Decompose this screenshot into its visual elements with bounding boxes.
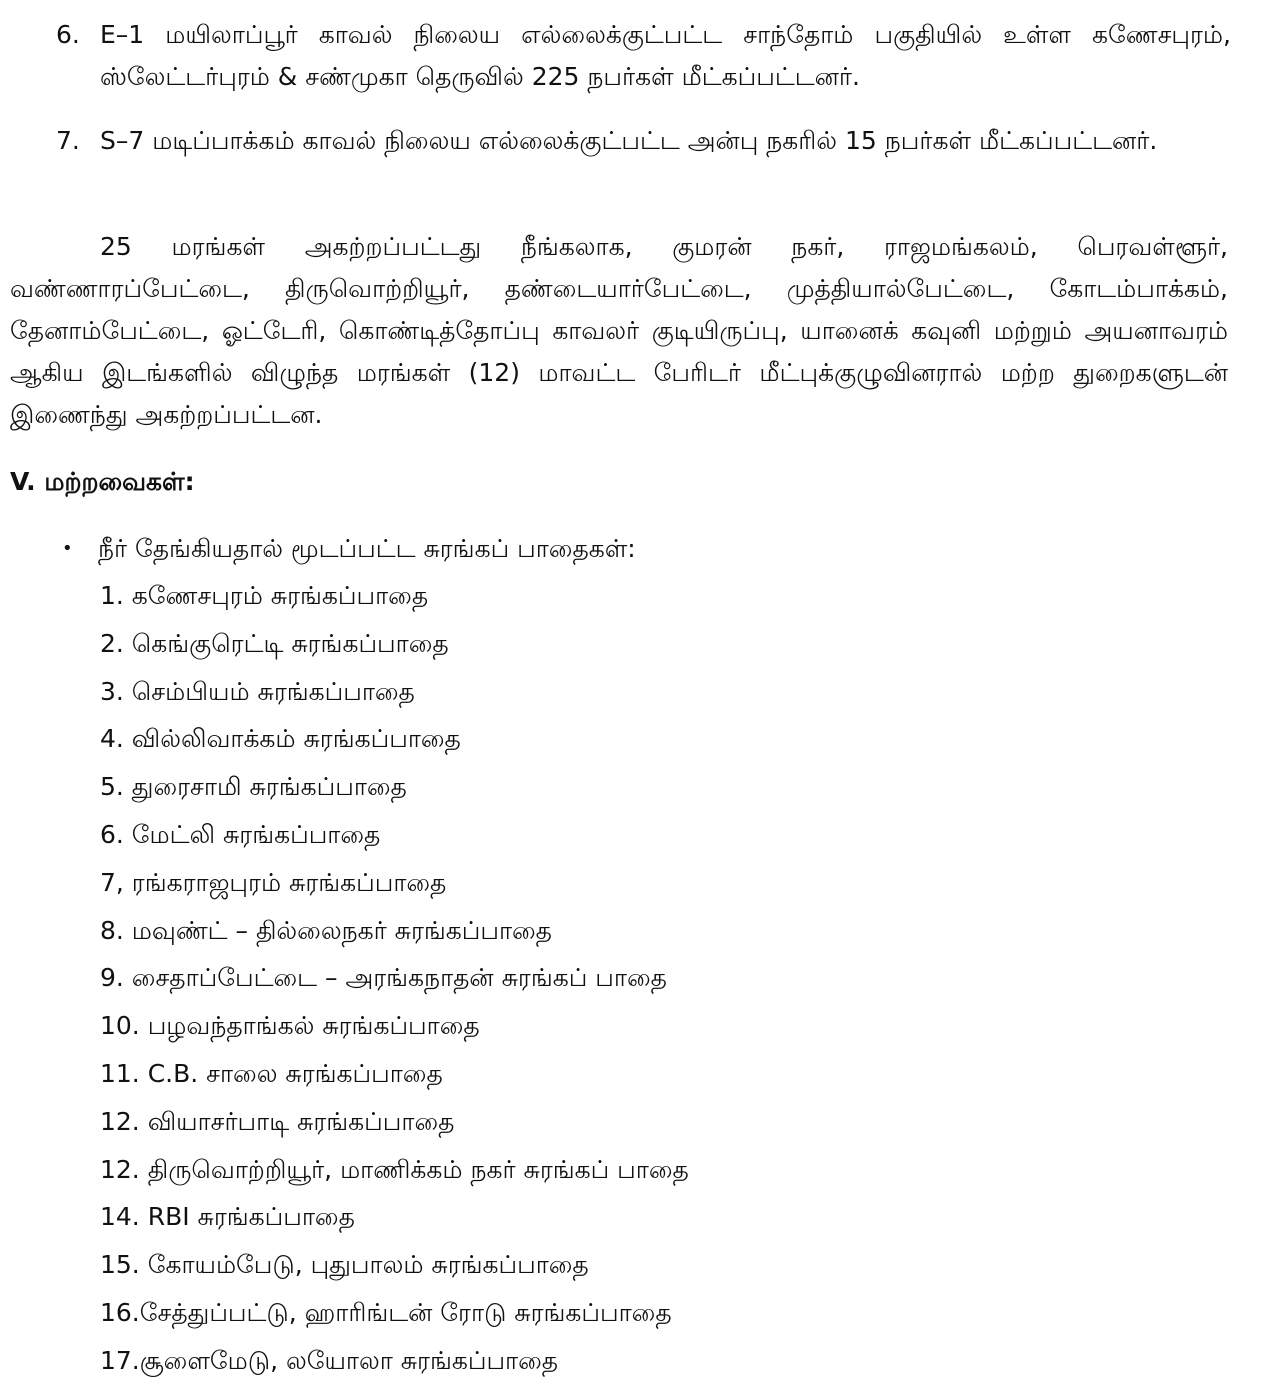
- item-text: E–1 மயிலாப்பூர் காவல் நிலைய எல்லைக்குட்பட்ட சாந்தோம் பகுதியில் உள்ள கணேசபுரம், ஸ்லேட்டர்புரம் & சண்முகா தெருவில் 225 நபர்கள் மீட்கப்பட்டனர்.: [100, 20, 1231, 91]
- rescue-item-6: [56, 14, 1231, 98]
- list-item: 10. பழவந்தாங்கல் சுரங்கப்பாதை: [100, 1011, 480, 1041]
- section-heading: V. மற்றவைகள்:: [10, 467, 195, 496]
- list-item: 15. கோயம்பேடு, புதுபாலம் சுரங்கப்பாதை: [100, 1250, 589, 1280]
- rescue-item-7: [56, 120, 1231, 162]
- list-item: 4. வில்லிவாக்கம் சுரங்கப்பாதை: [100, 724, 461, 754]
- list-item: 17.சூளைமேடு, லயோலா சுரங்கப்பாதை: [100, 1345, 559, 1375]
- bullet-icon: •: [62, 538, 73, 559]
- list-item: 14. RBI சுரங்கப்பாதை: [100, 1202, 355, 1232]
- list-item: 7, ரங்கராஜபுரம் சுரங்கப்பாதை: [100, 867, 447, 897]
- list-item: 5. துரைசாமி சுரங்கப்பாதை: [100, 772, 407, 802]
- list-item: 6. மேட்லி சுரங்கப்பாதை: [100, 819, 381, 849]
- item-number: 7.: [56, 126, 80, 155]
- tunnel-list: [100, 573, 1200, 1386]
- list-item: 9. சைதாப்பேட்டை – அரங்கநாதன் சுரங்கப் பாதை: [100, 963, 667, 993]
- closed-tunnels-bullet: [62, 530, 636, 568]
- bullet-text: நீர் தேங்கியதால் மூடப்பட்ட சுரங்கப் பாதைகள்:: [98, 534, 636, 563]
- item-number: 6.: [56, 20, 80, 49]
- list-item: 11. C.B. சாலை சுரங்கப்பாதை: [100, 1058, 443, 1088]
- list-item: 2. கெங்குரெட்டி சுரங்கப்பாதை: [100, 628, 449, 658]
- list-item: 1. கணேசபுரம் சுரங்கப்பாதை: [100, 581, 429, 610]
- item-text: S–7 மடிப்பாக்கம் காவல் நிலைய எல்லைக்குட்பட்ட அன்பு நகரில் 15 நபர்கள் மீட்கப்பட்டனர்.: [100, 126, 1158, 155]
- list-item: 12. திருவொற்றியூர், மாணிக்கம் நகர் சுரங்கப் பாதை: [100, 1154, 689, 1184]
- list-item: 3. செம்பியம் சுரங்கப்பாதை: [100, 676, 415, 706]
- list-item: 16.சேத்துப்பட்டு, ஹாரிங்டன் ரோடு சுரங்கப்பாதை: [100, 1297, 672, 1327]
- list-item: 8. மவுண்ட் – தில்லைநகர் சுரங்கப்பாதை: [100, 915, 552, 945]
- trees-removed-paragraph: 25 மரங்கள் அகற்றப்பட்டது நீங்கலாக, குமரன் நகர், ராஜமங்கலம், பெரவள்ளூர், வண்ணாரப்பேட்டை, திருவொற்றியூர், தண்டையார்பேட்டை, முத்தியால்பேட்டை, கோடம்பாக்கம், தேனாம்பேட்டை, ஓட்டேரி, கொண்டித்தோப்பு காவலர் குடியிருப்பு, யானைக் கவுனி மற்றும் அயனாவரம் ஆகிய இடங்களில் விழுந்த மரங்கள் (12) மாவட்ட பேரிடர் மீட்புக்குழுவினரால் மற்ற துறைகளுடன் இணைந்து அகற்றப்பட்டன.: [10, 232, 1228, 429]
- list-item: 12. வியாசர்பாடி சுரங்கப்பாதை: [100, 1106, 455, 1136]
